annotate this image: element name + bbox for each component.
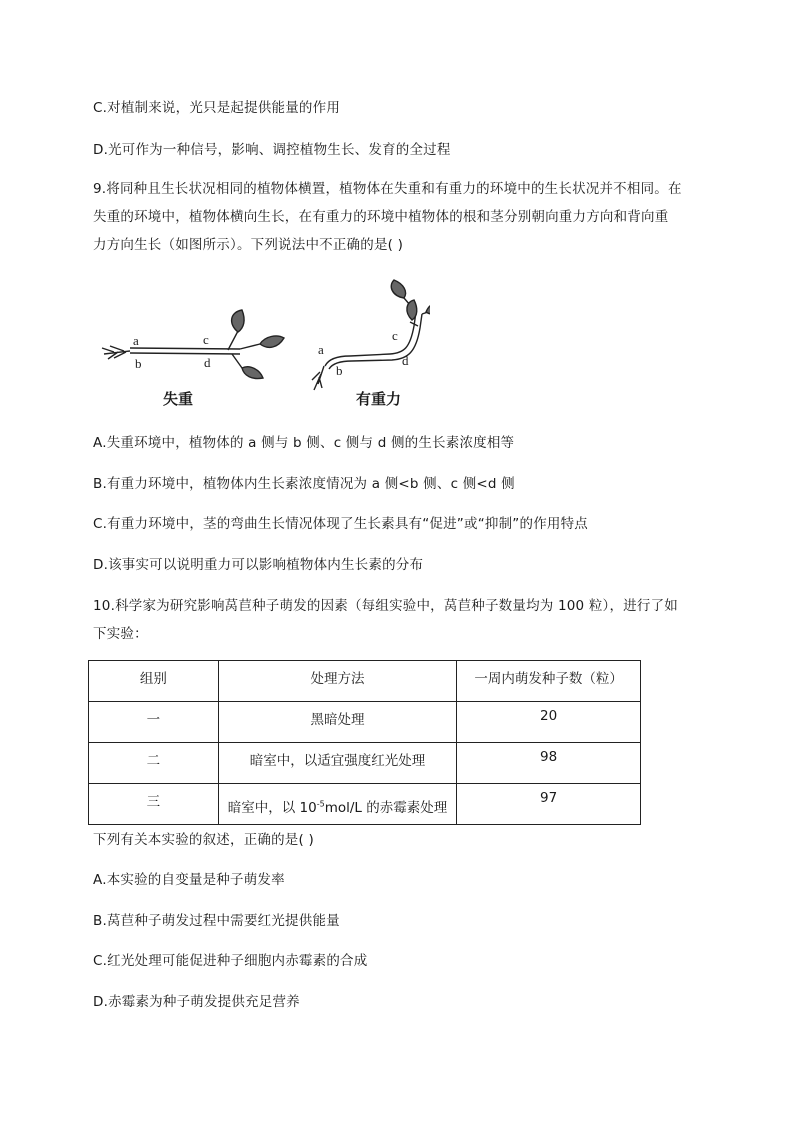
cell-group: 三 xyxy=(89,784,219,825)
table-header-row xyxy=(89,661,641,702)
q9-stem-line2: 失重的环境中，植物体横向生长，在有重力的环境中植物体的根和茎分别朝向重力方向和背向重 xyxy=(93,209,669,225)
cell-method: 黑暗处理 xyxy=(218,702,457,743)
table-row xyxy=(89,784,641,825)
q10-option-a: A.本实验的自变量是种子萌发率 xyxy=(93,872,285,888)
q8-option-c: C.对植制来说，光只是起提供能量的作用 xyxy=(93,100,341,116)
q10-stem-line1: 10.科学家为研究影响莴苣种子萌发的因素（每组实验中，莴苣种子数量均为 100 粒），进行了如 xyxy=(93,598,678,614)
cell-count: 97 xyxy=(457,784,641,825)
figure-caption-gravity: 有重力 xyxy=(356,390,402,408)
weightless-labels xyxy=(133,332,211,371)
header-group: 组别 xyxy=(89,661,219,702)
cell-method: 暗室中，以 $10^{-5}mol/L$ 的赤霉素处理 xyxy=(218,784,457,825)
label-d-left: d xyxy=(204,355,211,370)
q10-stem-line2: 下实验： xyxy=(93,626,148,642)
label-b-left: b xyxy=(135,356,142,371)
q10-option-c: C.红光处理可能促进种子细胞内赤霉素的合成 xyxy=(93,953,368,969)
figure-caption-weightless: 失重 xyxy=(163,390,194,408)
label-a-left: a xyxy=(133,333,139,348)
plant-gravity-figure xyxy=(100,276,430,416)
q10-question: 下列有关本实验的叙述，正确的是( ) xyxy=(93,832,314,848)
experiment-table xyxy=(88,660,641,825)
header-count: 一周内萌发种子数（粒） xyxy=(457,661,641,702)
label-b-right: b xyxy=(336,363,343,378)
table-row xyxy=(89,702,641,743)
cell-count: 98 xyxy=(457,743,641,784)
cell-count: 20 xyxy=(457,702,641,743)
q9-stem-line1: 9.将同种且生长状况相同的植物体横置，植物体在失重和有重力的环境中的生长状况并不相同。在 xyxy=(93,181,682,197)
q9-option-c: C.有重力环境中，茎的弯曲生长情况体现了生长素具有“促进”或“抑制”的作用特点 xyxy=(93,516,588,532)
q10-option-b: B.莴苣种子萌发过程中需要红光提供能量 xyxy=(93,913,340,929)
weightless-plant xyxy=(102,310,284,379)
cell-group: 二 xyxy=(89,743,219,784)
q9-option-d: D.该事实可以说明重力可以影响植物体内生长素的分布 xyxy=(93,557,424,573)
q8-option-d: D.光可作为一种信号，影响、调控植物生长、发育的全过程 xyxy=(93,142,451,158)
label-d-right: d xyxy=(402,353,409,368)
q9-stem-line3: 力方向生长（如图所示）。下列说法中不正确的是( ) xyxy=(93,237,404,253)
cell-method: 暗室中，以适宜强度红光处理 xyxy=(218,743,457,784)
label-c-left: c xyxy=(203,332,209,347)
label-c-right: c xyxy=(392,328,398,343)
table-row xyxy=(89,743,641,784)
cell-group: 一 xyxy=(89,702,219,743)
q9-option-a: A.失重环境中，植物体的 a 侧与 b 侧、c 侧与 d 侧的生长素浓度相等 xyxy=(93,435,515,451)
q10-option-d: D.赤霉素为种子萌发提供充足营养 xyxy=(93,994,300,1010)
gravity-plant xyxy=(312,280,430,390)
header-method: 处理方法 xyxy=(218,661,457,702)
q9-option-b: B.有重力环境中，植物体内生长素浓度情况为 a 侧<b 侧、c 侧<d 侧 xyxy=(93,476,515,492)
label-a-right: a xyxy=(318,342,324,357)
